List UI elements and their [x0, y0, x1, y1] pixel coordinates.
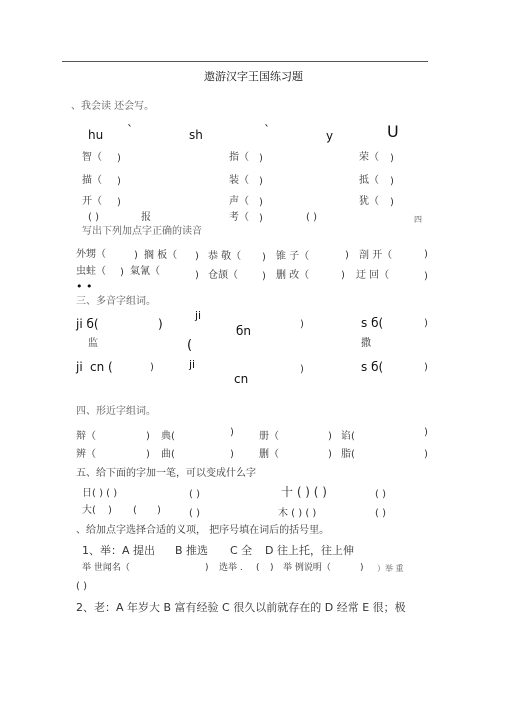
page-title: 遨游汉字王国练习题	[204, 70, 303, 83]
char-dian: 典(	[161, 431, 175, 442]
word-2: 氣氰（	[130, 266, 160, 277]
tone-mark: ˋ	[264, 123, 270, 137]
q1-opt-c: C 全	[230, 544, 253, 557]
emphasis-dots: • •	[76, 280, 93, 293]
paren: )	[262, 271, 266, 282]
word-cangjie: 仓颉（	[208, 270, 238, 281]
char-mu-blanks: 木 ( ) ( )	[278, 508, 317, 519]
blank-paren: ( )	[375, 489, 386, 500]
section-6-heading: 、给加点字选择合适的义项， 把序号填在词后的括号里。	[76, 525, 330, 536]
word-poukai: 剖 开（	[359, 250, 393, 261]
paren: )	[390, 153, 394, 164]
pinyin-u: U	[387, 122, 399, 141]
char-jian: 监	[88, 338, 98, 349]
pinyin-sh: sh	[189, 128, 203, 142]
paren-open: (	[187, 338, 193, 353]
paren: )	[424, 249, 428, 260]
poly-ji-1: ji б(	[76, 317, 99, 331]
item-you: 犹（	[359, 196, 379, 207]
item-rong: 荣（	[359, 152, 379, 163]
word-gongjing: 恭 敬（	[208, 251, 242, 262]
word-waisheng: 外甥（	[76, 249, 106, 260]
paren: )	[328, 431, 332, 442]
char-shi-blanks: 十 ( ) ( )	[281, 485, 327, 499]
paren: )	[424, 271, 428, 282]
q1-word-1: 举 世闻名（	[82, 563, 130, 573]
section-3-heading: 三、多音字组词。	[76, 296, 156, 307]
paren: )	[134, 250, 138, 261]
word-yuhui: 迂 回（	[356, 270, 390, 281]
q1-lead: 1、举：	[82, 544, 122, 557]
paren: )	[259, 176, 263, 187]
section-5-heading: 五、给下面的字加一笔，可以变成什么字	[76, 468, 256, 479]
paren: )	[262, 252, 266, 263]
word-shangai: 删 改（	[276, 270, 310, 281]
paren: )	[230, 449, 234, 460]
paren: )	[195, 251, 199, 262]
blank-paren: ( )	[375, 508, 386, 519]
paren: )	[108, 505, 112, 516]
blank-paren: ( )	[189, 508, 200, 519]
poly-cn: cn (	[90, 360, 113, 374]
item-zhuang: 装（	[229, 175, 249, 186]
q1-word-4: ）举 重	[377, 564, 404, 573]
char-qu: 曲(	[161, 449, 175, 460]
poly-s-1: s б(	[361, 316, 384, 330]
paren: )	[158, 317, 163, 331]
pinyin-hu: hu	[88, 128, 104, 142]
item-zhi: 智（	[82, 152, 102, 163]
paren: )	[328, 449, 332, 460]
paren: )	[150, 362, 154, 373]
paren: )	[117, 197, 121, 208]
paren: )	[195, 270, 199, 281]
paren: )	[117, 153, 121, 164]
paren-open: (	[133, 505, 137, 516]
word-chongzhu: 虫蛀（	[76, 266, 106, 277]
q1-word-2: 选举 .	[219, 563, 243, 573]
char-ri-blanks: 日( ) ( )	[82, 488, 118, 499]
pinyin-y: y	[326, 129, 334, 143]
poly-ji-4: ji	[189, 358, 196, 371]
paren: )	[146, 449, 150, 460]
item-sheng: 声（	[229, 196, 249, 207]
paren: )	[390, 176, 394, 187]
paren-open: (	[256, 563, 260, 573]
item-di: 抵（	[359, 175, 379, 186]
paren: )	[390, 197, 394, 208]
blank-paren: ( )	[189, 489, 200, 500]
item-kao: 考（	[229, 212, 249, 223]
paren: )	[230, 427, 234, 438]
char-chan: 谄(	[341, 431, 355, 442]
paren: )	[157, 505, 161, 516]
paren: )	[120, 267, 124, 278]
char-bian2: 辨（	[76, 449, 96, 460]
paren: )	[300, 364, 304, 375]
q1-opt-d: D 往上托，往上伸	[265, 544, 354, 557]
paren: )	[300, 319, 304, 330]
paren: )	[424, 318, 428, 329]
q1-opt-a: A 提出	[122, 544, 156, 557]
poly-ji-3: ji	[76, 360, 83, 374]
char-da: 大(	[82, 505, 96, 516]
poly-ji-2: ji	[195, 309, 202, 322]
word-geban: 搁 板（	[144, 250, 178, 261]
paren: )	[259, 213, 263, 224]
item-kai: 开（	[82, 196, 102, 207]
paren: )	[270, 563, 274, 573]
section-1-heading: 、我会读 还会写。	[71, 101, 155, 112]
paren: )	[146, 431, 150, 442]
header-rule	[62, 61, 428, 62]
item-bao: 报	[141, 212, 151, 223]
paren: )	[345, 250, 349, 261]
paren: )	[259, 153, 263, 164]
paren: )	[117, 176, 121, 187]
char-sa: 撒	[361, 338, 371, 349]
paren: )	[205, 563, 209, 573]
char-bian1: 辩（	[76, 431, 96, 442]
paren: )	[424, 427, 428, 438]
poly-bn: бn	[236, 324, 252, 338]
paren: )	[360, 563, 364, 573]
paren: )	[341, 270, 345, 281]
word-zhuizi: 锥 子（	[276, 251, 310, 262]
tone-mark: ˋ	[127, 123, 133, 137]
q1-answer-blank: ( )	[76, 581, 87, 592]
paren: )	[424, 449, 428, 460]
blank-paren: ( )	[88, 212, 99, 223]
item-miao: 描（	[82, 175, 102, 186]
section-4-heading: 四、形近字组词。	[76, 406, 156, 417]
paren: )	[424, 362, 428, 373]
blank-paren: ( )	[306, 212, 317, 223]
char-ce: 册（	[259, 431, 279, 442]
char-shan: 删（	[259, 449, 279, 460]
paren: )	[259, 197, 263, 208]
poly-s-2: s б(	[361, 360, 384, 374]
q1-opt-b: B 推选	[175, 544, 209, 557]
poly-cn-2: cn	[234, 372, 249, 386]
char-zhi: 脂(	[341, 449, 355, 460]
q1-word-3: 举 例说明（	[283, 563, 331, 573]
margin-mark: 四	[414, 215, 422, 224]
section-2-heading: 写出下列加点字正确的读音	[82, 226, 202, 237]
q2-line: 2、老：A 年岁大 B 富有经验 C 很久以前就存在的 D 经常 E 很；极	[76, 601, 406, 614]
item-zhi2: 指（	[229, 152, 249, 163]
